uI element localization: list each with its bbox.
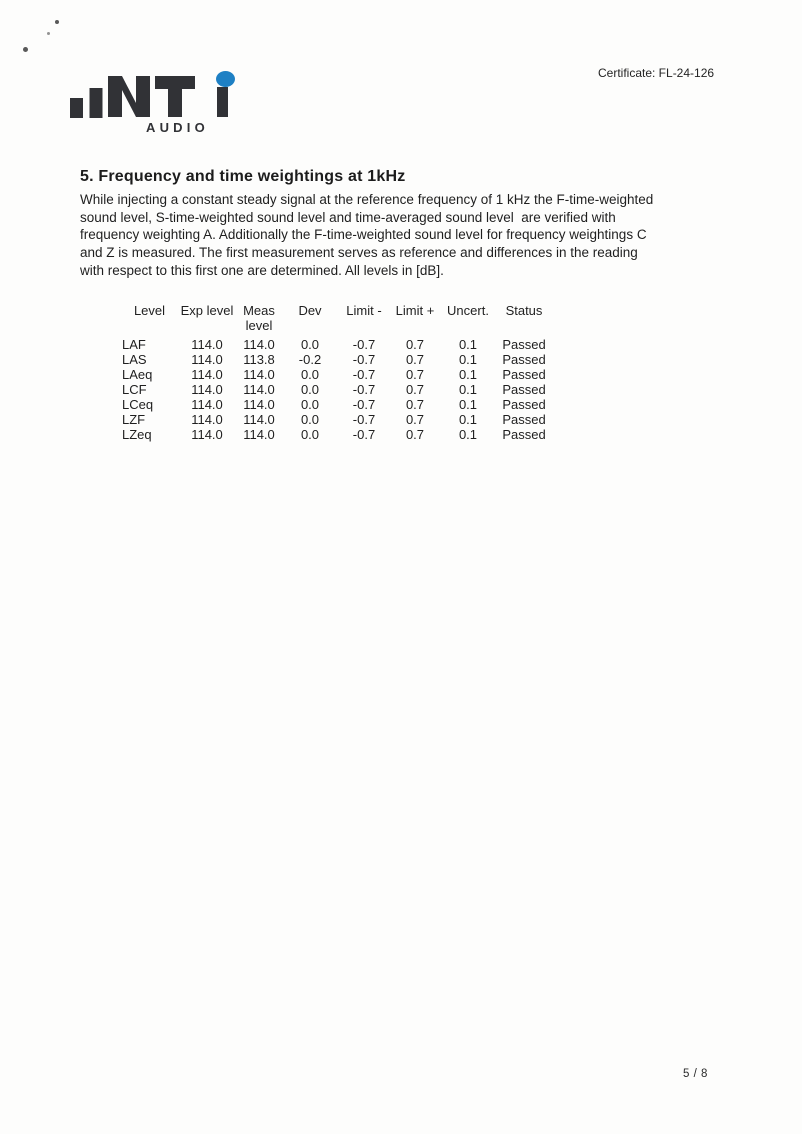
col-header-exp-level: Exp level [180,303,234,318]
cell-meas: 114.0 [243,427,275,442]
cell-dev: 0.0 [300,337,320,352]
table-row [122,382,553,397]
col-header-limit-plus: Limit + [395,303,435,318]
certificate-number: Certificate: FL-24-126 [598,66,715,80]
cell-meas: 114.0 [243,337,275,352]
cell-status: Passed [502,427,546,442]
col-header-uncert: Uncert. [447,303,489,318]
logo-bar-icon [90,88,103,118]
cell-uncert: 0.1 [458,412,478,427]
col-header-status: Status [505,303,543,318]
cell-limit-minus: -0.7 [352,337,376,352]
cell-meas: 113.8 [243,352,275,367]
col-header-dev: Dev [298,303,322,318]
cell-exp: 114.0 [191,427,223,442]
cell-level: LZF [122,412,146,427]
cell-limit-plus: 0.7 [405,367,425,382]
cell-uncert: 0.1 [458,352,478,367]
scan-speck [23,47,28,52]
cell-uncert: 0.1 [458,397,478,412]
cell-limit-plus: 0.7 [405,382,425,397]
cell-meas: 114.0 [243,397,275,412]
cell-exp: 114.0 [191,337,223,352]
paragraph-line: frequency weighting A. Additionally the F-time-weighted sound level for frequency weightings C [80,227,647,243]
cell-limit-minus: -0.7 [352,352,376,367]
measurement-table [122,303,553,442]
cell-exp: 114.0 [191,367,223,382]
cell-limit-plus: 0.7 [405,337,425,352]
nti-logo [70,71,235,118]
cell-limit-plus: 0.7 [405,352,425,367]
cell-meas: 114.0 [243,412,275,427]
table-row [122,427,553,442]
table-header-row [122,303,553,337]
cell-uncert: 0.1 [458,337,478,352]
page-number: 5 / 8 [683,1068,708,1080]
cell-dev: 0.0 [300,427,320,442]
table-row [122,367,553,382]
logo-bar-icon [70,98,83,118]
cell-dev: 0.0 [300,397,320,412]
section-paragraph [80,191,740,280]
cell-status: Passed [502,397,546,412]
logo-subtitle: AUDIO [146,120,209,135]
paragraph-line: While injecting a constant steady signal at the reference frequency of 1 kHz the F-time-weighted [80,192,654,207]
cell-limit-minus: -0.7 [352,412,376,427]
table-row [122,337,553,352]
cell-level: LCF [122,382,147,397]
paragraph-line: with respect to this first one are determined. All levels in [dB]. [80,262,444,278]
cell-limit-minus: -0.7 [352,427,376,442]
cell-status: Passed [502,412,546,427]
table-row [122,412,553,427]
cell-limit-minus: -0.7 [352,382,376,397]
cell-limit-plus: 0.7 [405,412,425,427]
cell-limit-minus: -0.7 [352,397,376,412]
cell-status: Passed [502,337,546,352]
cell-limit-plus: 0.7 [405,397,425,412]
cell-level: LZeq [122,427,152,442]
cell-level: LAS [122,352,147,367]
cell-dev: 0.0 [300,367,320,382]
cell-limit-plus: 0.7 [405,427,425,442]
logo-blue-dot-icon [216,71,235,87]
paragraph-line: sound level, S-time-weighted sound level and time-averaged sound level are verified with [80,209,616,225]
cell-exp: 114.0 [191,397,223,412]
section-heading: 5. Frequency and time weightings at 1kHz [80,168,406,185]
cell-status: Passed [502,367,546,382]
scan-speck [47,32,50,35]
cell-status: Passed [502,382,546,397]
cell-dev: 0.0 [300,412,320,427]
col-header-limit-minus: Limit - [346,303,382,318]
cell-status: Passed [502,352,546,367]
cell-uncert: 0.1 [458,367,478,382]
cell-exp: 114.0 [191,382,223,397]
cell-level: LCeq [122,397,154,412]
cell-exp: 114.0 [191,352,223,367]
cell-dev: -0.2 [298,352,322,367]
cell-exp: 114.0 [191,412,223,427]
cell-uncert: 0.1 [458,427,478,442]
cell-level: LAeq [122,367,153,382]
table-row [122,397,553,412]
paragraph-line: and Z is measured. The first measurement serves as reference and differences in the reading [80,245,638,261]
col-header-meas-level: Meas level [243,303,275,333]
cell-meas: 114.0 [243,382,275,397]
table-row [122,352,553,367]
cell-uncert: 0.1 [458,382,478,397]
cell-dev: 0.0 [300,382,320,397]
cell-meas: 114.0 [243,367,275,382]
cell-limit-minus: -0.7 [352,367,376,382]
scan-speck [55,20,59,24]
col-header-level: Level [133,303,166,318]
cell-level: LAF [122,337,146,352]
